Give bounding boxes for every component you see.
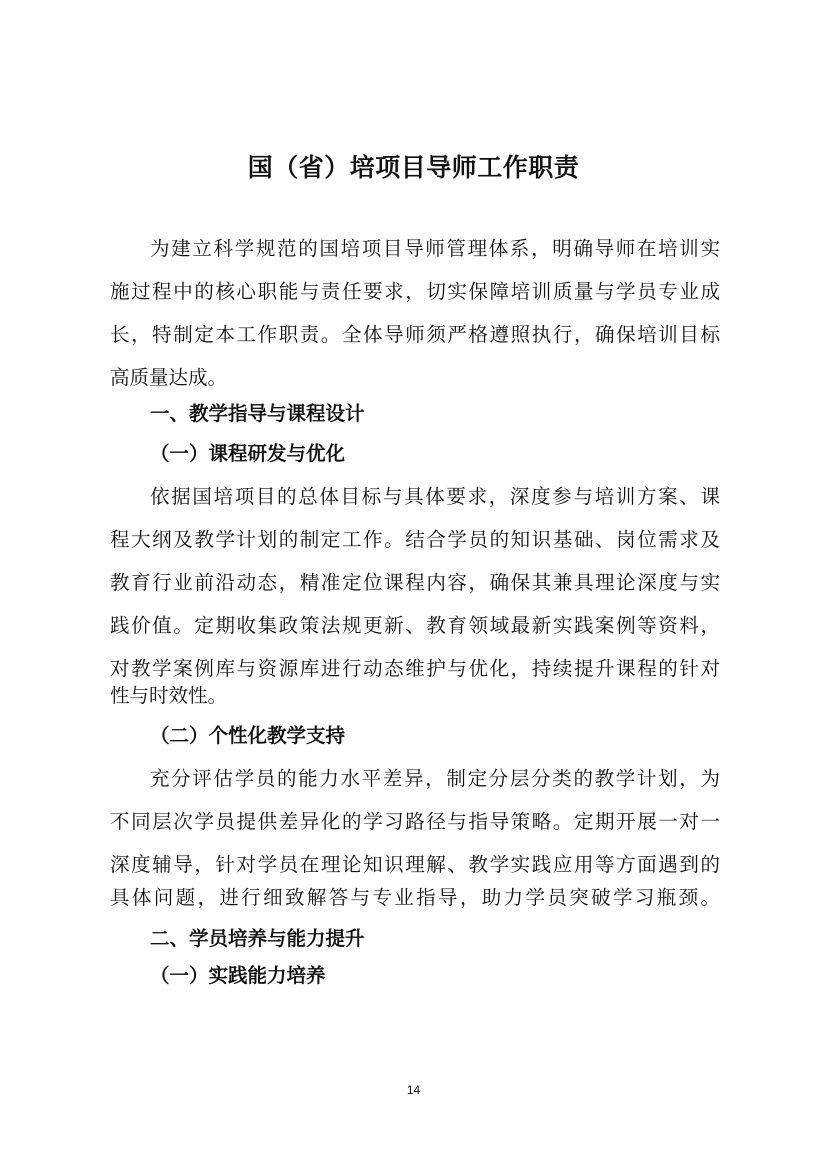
page-title: 国（省）培项目导师工作职责 (247, 153, 580, 182)
subsection-heading: （二）个性化教学支持 (150, 724, 346, 747)
section-heading: 一、教学指导与课程设计 (150, 402, 365, 425)
subsection-heading: （一）实践能力培养 (150, 964, 326, 987)
paragraph-line: 不同层次学员提供差异化的学习路径与指导策略。定期开展一对一 (110, 810, 720, 833)
paragraph-line: 深度辅导，针对学员在理论知识理解、教学实践应用等方面遇到的 (110, 853, 720, 876)
section-heading: 二、学员培养与能力提升 (150, 927, 365, 950)
subsection-heading: （一）课程研发与优化 (150, 442, 346, 465)
intro-line: 施过程中的核心职能与责任要求，切实保障培训质量与学员专业成 (110, 280, 720, 303)
intro-line: 长，特制定本工作职责。全体导师须严格遵照执行，确保培训目标 (110, 323, 720, 346)
intro-line: 为建立科学规范的国培项目导师管理体系，明确导师在培训实 (150, 237, 720, 260)
paragraph-line: 依据国培项目的总体目标与具体要求，深度参与培训方案、课 (150, 485, 720, 508)
paragraph-line: 程大纲及教学计划的制定工作。结合学员的知识基础、岗位需求及 (110, 528, 720, 551)
paragraph-line: 教育行业前沿动态，精准定位课程内容，确保其兼具理论深度与实 (110, 571, 720, 594)
paragraph-line: 具体问题，进行细致解答与专业指导，助力学员突破学习瓶颈。 (110, 886, 720, 909)
intro-line: 高质量达成。 (110, 366, 228, 389)
paragraph-line: 践价值。定期收集政策法规更新、教育领域最新实践案例等资料， (110, 614, 720, 637)
page-number: 14 (406, 1083, 421, 1097)
paragraph-line: 充分评估学员的能力水平差异，制定分层分类的教学计划，为 (150, 767, 720, 790)
paragraph-line: 对教学案例库与资源库进行动态维护与优化，持续提升课程的针对 (110, 657, 720, 680)
paragraph-line: 性与时效性。 (110, 684, 228, 707)
